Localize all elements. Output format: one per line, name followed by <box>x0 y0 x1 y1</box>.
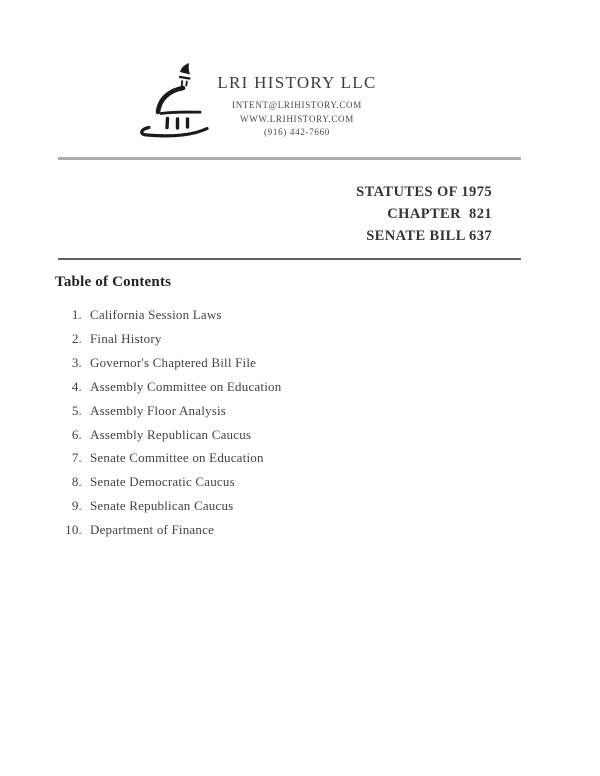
toc-item <box>55 423 281 447</box>
toc-item-number: 6. <box>71 426 82 442</box>
middle-divider <box>58 258 521 260</box>
letterhead-text <box>157 73 437 140</box>
toc-item-number: 5. <box>71 402 82 418</box>
toc-item-number: 9. <box>71 498 82 514</box>
toc-item <box>55 351 281 375</box>
toc-item-label: Senate Committee on Education <box>90 450 264 466</box>
letterhead-website: WWW.LRIHISTORY.COM <box>240 113 354 124</box>
letterhead-email: INTENT@LRIHISTORY.COM <box>232 100 362 110</box>
toc-item-label: Senate Republican Caucus <box>90 498 234 514</box>
toc-item-number: 8. <box>71 474 82 490</box>
toc-item-label: California Session Laws <box>90 307 222 322</box>
statutes-line: STATUTES OF 1975 <box>356 184 492 200</box>
company-name: LRI HISTORY LLC <box>217 73 377 92</box>
toc-item-number: 4. <box>71 378 82 394</box>
toc-item <box>55 375 281 399</box>
toc-item <box>55 399 281 423</box>
toc-item-label: Assembly Committee on Education <box>90 378 282 394</box>
toc-item-number: 1. <box>71 307 82 322</box>
toc-item <box>55 446 281 470</box>
letterhead-phone: (916) 442-7660 <box>263 127 331 137</box>
toc-item-label: Assembly Republican Caucus <box>90 426 252 442</box>
toc-item-label: Assembly Floor Analysis <box>90 402 227 418</box>
toc-item <box>55 303 281 327</box>
toc-title: Table of Contents <box>55 274 172 290</box>
toc-item <box>55 494 281 518</box>
toc-list <box>55 303 281 542</box>
toc-item-label: Department of Finance <box>90 522 215 538</box>
toc-item-number: 3. <box>71 354 82 370</box>
toc-item-number: 10. <box>65 522 82 538</box>
top-divider <box>58 157 521 160</box>
chapter-line: CHAPTER 821 <box>387 206 492 222</box>
toc-item-label: Final History <box>90 330 162 346</box>
toc-item <box>55 518 281 542</box>
toc-item <box>55 327 281 351</box>
toc-item <box>55 470 281 494</box>
bill-reference <box>356 181 492 247</box>
toc-item-number: 2. <box>71 330 82 346</box>
toc-item-label: Governor's Chaptered Bill File <box>90 354 257 370</box>
toc-item-number: 7. <box>71 450 82 466</box>
toc-item-label: Senate Democratic Caucus <box>90 474 235 490</box>
senate-bill-line: SENATE BILL 637 <box>366 228 492 244</box>
